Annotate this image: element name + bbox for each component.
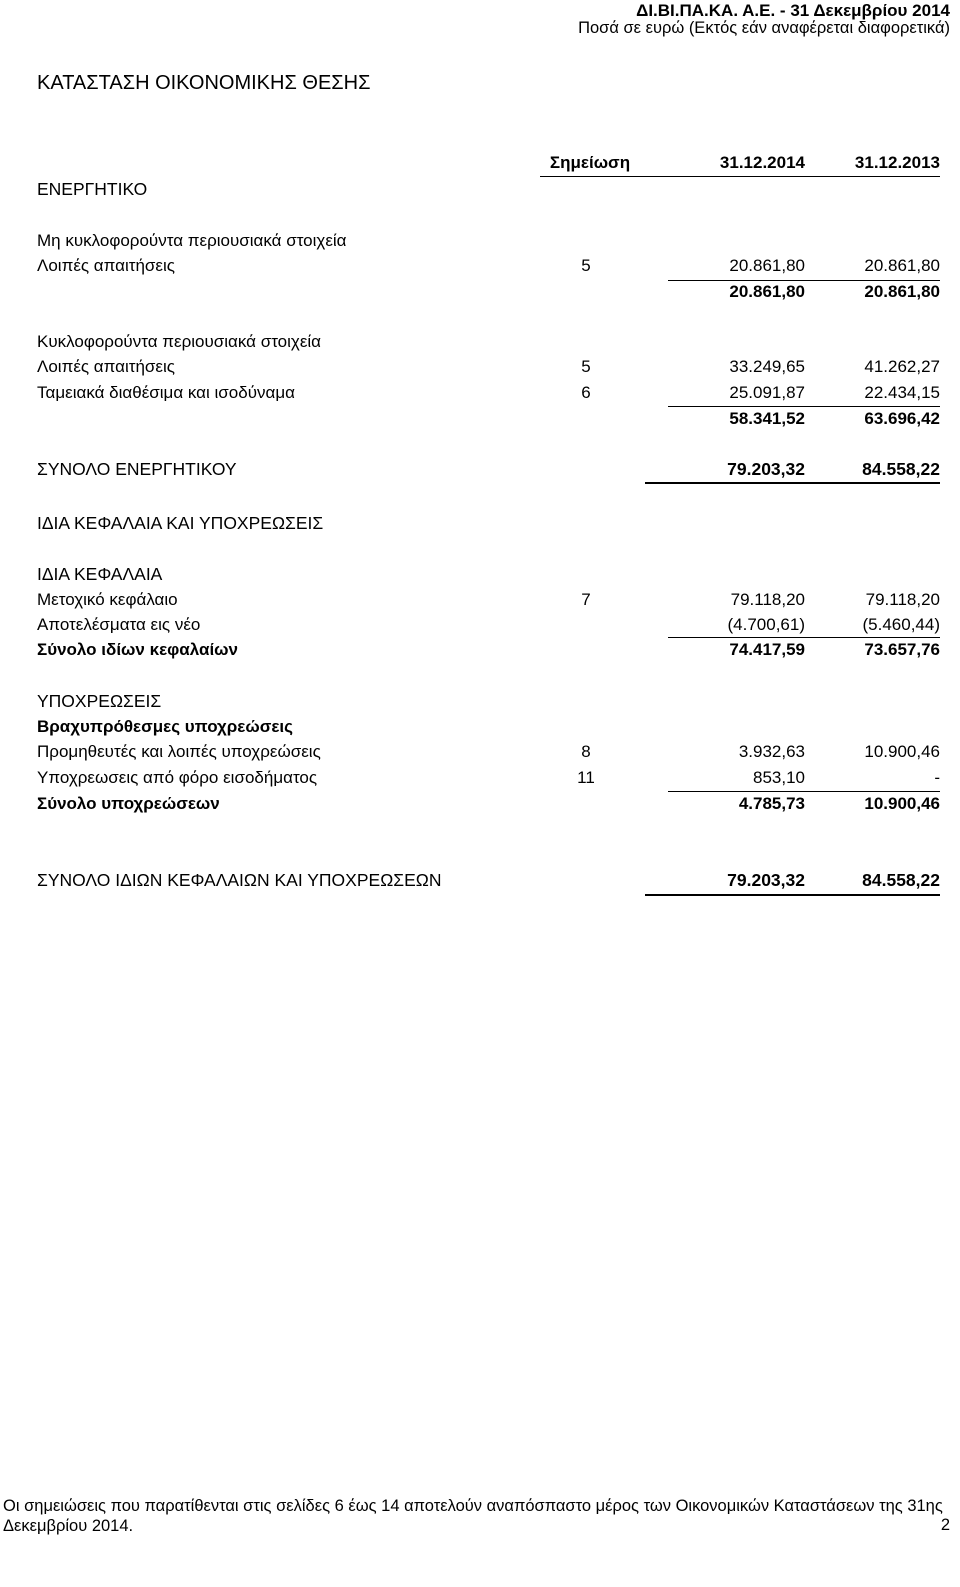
subtotal-rule-2013 bbox=[803, 791, 940, 792]
section-heading-row bbox=[0, 331, 960, 353]
assets-heading-row bbox=[0, 178, 960, 200]
noncurrent-assets-heading: Μη κυκλοφορούντα περιουσιακά στοιχεία bbox=[37, 231, 347, 250]
table-row bbox=[0, 255, 960, 277]
equity-total-label: Σύνολο ιδίων κεφαλαίων bbox=[37, 640, 238, 659]
equity-liabilities-heading: ΙΔΙΑ ΚΕΦΑΛΑΙΑ ΚΑΙ ΥΠΟΧΡΕΩΣΕΙΣ bbox=[37, 513, 324, 533]
short-term-liabilities-heading: Βραχυπρόθεσμες υποχρεώσεις bbox=[37, 717, 293, 736]
liabilities-total-label: Σύνολο υποχρεώσεων bbox=[37, 794, 220, 813]
row-note: 5 bbox=[581, 256, 591, 275]
liabilities-heading: ΥΠΟΧΡΕΩΣΕΙΣ bbox=[37, 691, 162, 711]
total-equity-liabilities-2013: 84.558,22 bbox=[862, 870, 940, 890]
column-header-rule bbox=[540, 176, 940, 177]
row-note: 6 bbox=[581, 383, 591, 402]
equity-heading: ΙΔΙΑ ΚΕΦΑΛΑΙΑ bbox=[37, 564, 163, 584]
column-header-2013: 31.12.2013 bbox=[854, 153, 940, 172]
subtotal-row bbox=[0, 639, 960, 661]
row-value-2014: 79.118,20 bbox=[730, 590, 805, 609]
section-heading-row bbox=[0, 563, 960, 585]
column-header-note: Σημείωση bbox=[549, 153, 631, 172]
total-rule-2014 bbox=[645, 482, 805, 484]
row-value-2014: 25.091,87 bbox=[729, 383, 805, 402]
subtotal-value-2013: 20.861,80 bbox=[864, 282, 940, 301]
total-assets-label: ΣΥΝΟΛΟ ΕΝΕΡΓΗΤΙΚΟΥ bbox=[37, 459, 237, 479]
total-equity-liabilities-2014: 79.203,32 bbox=[727, 870, 805, 890]
liabilities-total-2014: 4.785,73 bbox=[738, 794, 805, 813]
subtotal-row bbox=[0, 408, 960, 430]
subtotal-rule-2014 bbox=[668, 637, 805, 638]
equity-liabilities-heading-row bbox=[0, 512, 960, 534]
row-value-2013: 20.861,80 bbox=[864, 256, 940, 275]
row-value-2014: 853,10 bbox=[753, 768, 805, 787]
row-note: 8 bbox=[581, 742, 591, 761]
total-rule-2013 bbox=[803, 894, 940, 896]
currency-note: Ποσά σε ευρώ (Εκτός εάν αναφέρεται διαφορετικά) bbox=[578, 19, 950, 37]
row-label: Προμηθευτές και λοιπές υποχρεώσεις bbox=[37, 742, 321, 761]
table-row bbox=[0, 767, 960, 789]
grand-total-row bbox=[0, 869, 960, 891]
row-label: Υποχρεωσεις από φόρο εισοδήματος bbox=[37, 768, 318, 787]
row-note: 7 bbox=[581, 590, 591, 609]
subtotal-value-2014: 20.861,80 bbox=[729, 282, 805, 301]
subtotal-rule-2013 bbox=[803, 637, 940, 638]
table-row bbox=[0, 382, 960, 404]
table-row bbox=[0, 614, 960, 636]
row-label: Ταμειακά διαθέσιμα και ισοδύναμα bbox=[37, 383, 295, 402]
row-note: 11 bbox=[577, 768, 595, 787]
table-row bbox=[0, 589, 960, 611]
total-assets-2013: 84.558,22 bbox=[862, 459, 940, 479]
column-header-2014: 31.12.2014 bbox=[719, 153, 805, 172]
report-company-date: ΔΙ.ΒΙ.ΠΑ.ΚΑ. Α.Ε. - 31 Δεκεμβρίου 2014 bbox=[636, 1, 950, 20]
subtotal-rule-2014 bbox=[668, 406, 805, 407]
row-label: Λοιπές απαιτήσεις bbox=[37, 256, 175, 275]
total-assets-2014: 79.203,32 bbox=[727, 459, 805, 479]
row-note: 5 bbox=[581, 357, 591, 376]
section-subheading-row bbox=[0, 716, 960, 738]
table-row bbox=[0, 741, 960, 763]
equity-total-2013: 73.657,76 bbox=[864, 640, 940, 659]
row-value-2013: 10.900,46 bbox=[864, 742, 940, 761]
row-value-2013: 79.118,20 bbox=[865, 590, 940, 609]
subtotal-row bbox=[0, 793, 960, 815]
row-value-2014: 3.932,63 bbox=[738, 742, 805, 761]
table-row bbox=[0, 356, 960, 378]
row-value-2013: 22.434,15 bbox=[864, 383, 940, 402]
row-value-2014: 33.249,65 bbox=[729, 357, 805, 376]
subtotal-rule-2013 bbox=[803, 406, 940, 407]
row-value-2013: 41.262,27 bbox=[864, 357, 940, 376]
footer-note: Οι σημειώσεις που παρατίθενται στις σελίδες 6 έως 14 αποτελούν αναπόσπαστο μέρος των Οικονομικών Καταστάσεων της 31ης Δεκεμβρίου 2014. bbox=[3, 1497, 943, 1535]
equity-total-2014: 74.417,59 bbox=[729, 640, 805, 659]
row-label: Λοιπές απαιτήσεις bbox=[37, 357, 175, 376]
page-number: 2 bbox=[940, 1516, 950, 1534]
total-rule-2013 bbox=[803, 482, 940, 484]
total-rule-2014 bbox=[645, 894, 805, 896]
subtotal-value-2014: 58.341,52 bbox=[729, 409, 805, 428]
section-heading-row bbox=[0, 690, 960, 712]
row-label: Μετοχικό κεφάλαιο bbox=[37, 590, 178, 609]
subtotal-rule-2014 bbox=[668, 791, 805, 792]
row-value-2013: - bbox=[934, 768, 940, 787]
current-assets-heading: Κυκλοφορούντα περιουσιακά στοιχεία bbox=[37, 332, 322, 351]
subtotal-value-2013: 63.696,42 bbox=[864, 409, 940, 428]
liabilities-total-2013: 10.900,46 bbox=[864, 794, 940, 813]
column-header-row bbox=[0, 152, 960, 174]
grand-total-row bbox=[0, 458, 960, 480]
row-value-2013: (5.460,44) bbox=[862, 615, 940, 634]
statement-title: ΚΑΤΑΣΤΑΣΗ ΟΙΚΟΝΟΜΙΚΗΣ ΘΕΣΗΣ bbox=[37, 72, 371, 94]
row-label: Αποτελέσματα εις νέο bbox=[37, 615, 201, 634]
section-heading-row bbox=[0, 230, 960, 252]
row-value-2014: (4.700,61) bbox=[727, 615, 805, 634]
subtotal-row bbox=[0, 281, 960, 303]
assets-heading: ΕΝΕΡΓΗΤΙΚΟ bbox=[37, 179, 148, 199]
row-value-2014: 20.861,80 bbox=[729, 256, 805, 275]
total-equity-liabilities-label: ΣΥΝΟΛΟ ΙΔΙΩΝ ΚΕΦΑΛΑΙΩΝ ΚΑΙ ΥΠΟΧΡΕΩΣΕΩΝ bbox=[37, 870, 442, 890]
